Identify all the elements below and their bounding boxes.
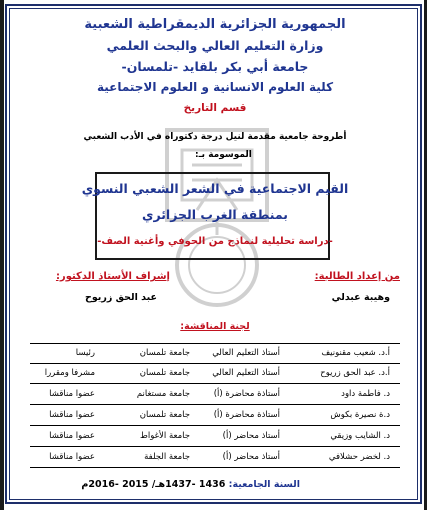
- member-role: عضوا مناقشا: [49, 410, 95, 420]
- member-role: عضوا مناقشا: [49, 389, 95, 399]
- thesis-title-line2: بمنطقة الغرب الجزائري: [142, 207, 288, 222]
- table-divider: [30, 467, 400, 468]
- member-university: جامعة الجلفة: [144, 452, 190, 462]
- member-university: جامعة تلمسان: [139, 368, 190, 378]
- member-rank: أستاذ محاضر (أ): [222, 431, 280, 441]
- member-role: عضوا مناقشا: [49, 452, 95, 462]
- university-name: جامعة أبي بكر بلقايد -تلمسان-: [121, 59, 309, 74]
- member-name: د. الشايب وزيقي: [330, 431, 390, 441]
- table-divider: [30, 363, 400, 364]
- member-name: د.ة نصيرة بكوش: [330, 410, 390, 420]
- subject-label: الموسومة بـ:: [195, 150, 252, 160]
- member-university: جامعة الأغواط: [139, 431, 190, 441]
- member-name: أ.د. عبد الحق زريوح: [320, 368, 390, 378]
- thesis-subtitle: -دراسة تحليلية لنماذج من الحوفي وأغنية الصف-: [97, 236, 333, 247]
- member-university: جامعة مستغانم: [136, 389, 190, 399]
- thesis-note: أطروحة جامعية مقدمة لنيل درجة دكتوراه في الأدب الشعبي: [83, 132, 347, 142]
- academic-year-label: السنة الجامعية:: [228, 479, 300, 490]
- member-role: رئيسا: [75, 348, 95, 358]
- ministry-name: وزارة التعليم العالي والبحث العلمي: [106, 38, 324, 53]
- member-rank: أستاذة محاضرة (أ): [213, 389, 280, 399]
- department-name: قسم التاريخ: [183, 102, 247, 114]
- member-university: جامعة تلمسان: [139, 410, 190, 420]
- thesis-title-line1: القيم الاجتماعية في الشعر الشعبي النسوي: [81, 181, 349, 196]
- student-name: وهيبة عبدلي: [331, 292, 390, 303]
- table-divider: [30, 425, 400, 426]
- student-label: من إعداد الطالبة:: [314, 271, 400, 282]
- member-role: عضوا مناقشا: [49, 431, 95, 441]
- member-name: د. فاطمة داود: [341, 389, 390, 399]
- member-university: جامعة تلمسان: [139, 348, 190, 358]
- table-divider: [30, 343, 400, 344]
- table-divider: [30, 446, 400, 447]
- faculty-name: كلية العلوم الانسانية و العلوم الاجتماعية: [96, 80, 334, 94]
- right-edge-line: [424, 0, 427, 510]
- member-rank: أستاذ محاضر (أ): [222, 452, 280, 462]
- republic-name: الجمهورية الجزائرية الديمقراطية الشعبية: [84, 17, 346, 32]
- supervisor-name: عبد الحق زريوح: [85, 292, 158, 303]
- member-name: أ.د. شعيب مقنونيف: [321, 348, 390, 358]
- table-divider: [30, 383, 400, 384]
- committee-label: لجنة المناقشة:: [180, 321, 250, 332]
- member-name: د. لخضر حشلافي: [328, 452, 390, 462]
- member-rank: أستاذة محاضرة (أ): [213, 410, 280, 420]
- academic-year: [81, 479, 300, 490]
- supervisor-label: إشراف الأستاذ الدكتور:: [55, 271, 170, 282]
- member-role: مشرفا ومقررا: [44, 368, 95, 378]
- member-rank: أستاذ التعليم العالي: [212, 348, 280, 358]
- academic-year-value: 1436 -1437هـ/ 2015 -2016م: [81, 479, 226, 490]
- table-divider: [30, 404, 400, 405]
- left-edge-line: [0, 0, 4, 510]
- member-rank: أستاذ التعليم العالي: [212, 368, 280, 378]
